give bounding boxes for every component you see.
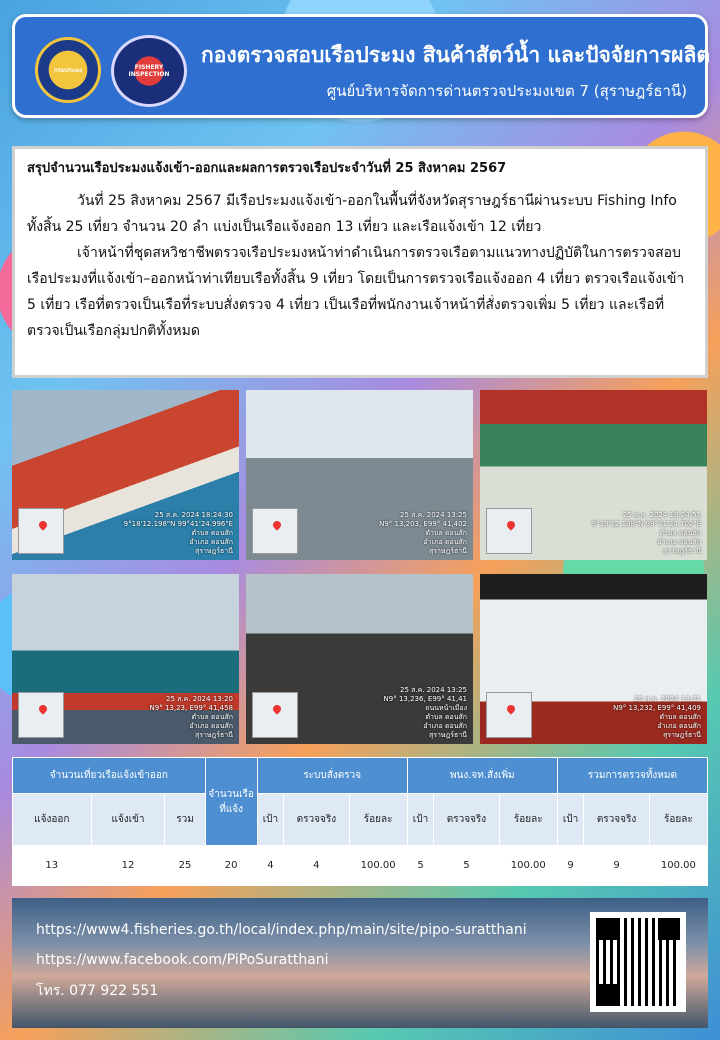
summary-paragraph-2: เจ้าหน้าที่ชุดสหวิชาชีพตรวจเรือประมงหน้าท่าดำเนินการตรวจเรือตามแนวทางปฏิบัติในการตรวจสอบเรือประมงที่แจ้งเข้า–ออกหน้าท่าเทียบเรือทั้งสิ้น 9 เที่ยว โดยเป็นการตรวจเรือแจ้งออก 4 เที่ยว ตรวจเรือแจ้งเข้า 5 เที่ยว เรือที่ตรวจเป็นเรือที่ระบบสั่งตรวจ 4 เที่ยว เป็นเรือที่พนักงานเจ้าหน้าที่สั่งตรวจเพิ่ม 5 เที่ยว และเรือที่ตรวจเป็นเรือกลุ่มปกติทั้งหมด [27, 245, 685, 339]
table-cell: 12 [91, 846, 165, 886]
sub-header: ร้อยละ [499, 794, 557, 846]
table-cell: 5 [434, 846, 499, 886]
sub-header: เป้า [557, 794, 584, 846]
sub-header: แจ้งออก [13, 794, 92, 846]
header-officer: พนง.จท.สั่งเพิ่ม [407, 758, 557, 794]
photo-stamp: 25 ส.ค. 2024 18:24:51 9°18'12.198"N 99°41'24.702"E ตำบล ดอนสัก อำเภอ ดอนสัก สุราษฎร์ธานี [591, 511, 701, 555]
stats-table-container [12, 757, 708, 885]
header-trips: จำนวนเที่ยวเรือแจ้งเข้าออก [13, 758, 206, 794]
logo2-text: FISHERY INSPECTION [128, 64, 170, 78]
facebook-link[interactable]: https://www.facebook.com/PiPoSuratthani [36, 952, 329, 968]
sub-header: ร้อยละ [349, 794, 407, 846]
stats-table [12, 757, 708, 886]
photo-stamp: 25 ส.ค. 2024 13:25 N9° 13,203, E99° 41,402 ตำบล ดอนสัก อำเภอ ดอนสัก สุราษฎร์ธานี [379, 511, 467, 555]
photo-stamp: 25 ส.ค. 2024 18:24:30 9°18'12.198"N 99°41'24.996"E ตำบล ดอนสัก อำเภอ ดอนสัก สุราษฎร์ธานี [123, 511, 233, 555]
header-banner [12, 14, 708, 118]
map-pin-icon [252, 508, 298, 554]
sub-header: ตรวจจริง [584, 794, 649, 846]
table-cell: 100.00 [349, 846, 407, 886]
phone-number: โทร. 077 922 551 [36, 983, 159, 999]
table-cell: 4 [257, 846, 284, 886]
qr-pattern [596, 918, 680, 1006]
table-row [13, 846, 708, 886]
sub-header: เป้า [407, 794, 434, 846]
sub-header: รวม [165, 794, 205, 846]
map-pin-icon [18, 692, 64, 738]
map-pin-icon [486, 508, 532, 554]
table-cell: 5 [407, 846, 434, 886]
fishery-inspection-logo [111, 35, 187, 107]
sub-header: ตรวจจริง [434, 794, 499, 846]
sub-header: ตรวจจริง [284, 794, 349, 846]
page-subtitle: ศูนย์บริหารจัดการด่านตรวจประมงเขต 7 (สุราษฎร์ธานี) [326, 82, 687, 100]
header-system: ระบบสั่งตรวจ [257, 758, 407, 794]
table-cell: 20 [205, 846, 257, 886]
page-title: กองตรวจสอบเรือประมง สินค้าสัตว์น้ำ และปัจจัยการผลิต [201, 43, 710, 67]
photo-stamp: 25 ส.ค. 2024 13:21 N9° 13,232, E99° 41,409 ตำบล ดอนสัก อำเภอ ดอนสัก สุราษฎร์ธานี [613, 695, 701, 739]
map-pin-icon [486, 692, 532, 738]
photo-fishing-nets[interactable] [246, 574, 473, 744]
photo-fish-crates[interactable] [480, 390, 707, 560]
sub-header: ร้อยละ [649, 794, 707, 846]
footer-panel [12, 898, 708, 1028]
header-total: รวมการตรวจทั้งหมด [557, 758, 707, 794]
summary-box [12, 146, 708, 378]
website-link[interactable]: https://www4.fisheries.go.th/local/index.php/main/site/pipo-suratthani [36, 922, 527, 938]
table-cell: 9 [557, 846, 584, 886]
qr-code-icon[interactable] [590, 912, 686, 1012]
photo-boat-dock[interactable] [12, 574, 239, 744]
photo-grid [12, 390, 708, 746]
logo1-text: กรมประมง [54, 67, 82, 74]
sub-header: เป้า [257, 794, 284, 846]
photo-ice-hold[interactable] [480, 574, 707, 744]
photo-boat-hull[interactable] [12, 390, 239, 560]
photo-stamp: 25 ส.ค. 2024 13:25 N9° 13,236, E99° 41,41 ถนนหน้าเมือง ตำบล ดอนสัก อำเภอ ดอนสัก สุราษฎร์ธานี [383, 686, 467, 739]
table-cell: 13 [13, 846, 92, 886]
sub-header: แจ้งเข้า [91, 794, 165, 846]
fisheries-department-logo [35, 37, 101, 103]
summary-heading: สรุปจำนวนเรือประมงแจ้งเข้า-ออกและผลการตรวจเรือประจำวันที่ 25 สิงหาคม 2567 [27, 161, 507, 176]
map-pin-icon [18, 508, 64, 554]
table-cell: 9 [584, 846, 649, 886]
header-boats: จำนวนเรือที่แจ้ง [205, 758, 257, 846]
map-pin-icon [252, 692, 298, 738]
table-cell: 100.00 [649, 846, 707, 886]
table-cell: 4 [284, 846, 349, 886]
photo-inspection-team[interactable] [246, 390, 473, 560]
table-cell: 25 [165, 846, 205, 886]
table-cell: 100.00 [499, 846, 557, 886]
summary-paragraph-1: วันที่ 25 สิงหาคม 2567 มีเรือประมงแจ้งเข้า-ออกในพื้นที่จังหวัดสุราษฎร์ธานีผ่านระบบ Fishing Info ทั้งสิ้น 25 เที่ยว จำนวน 20 ลำ แบ่งเป็นเรือแจ้งออก 13 เที่ยว และเรือแจ้งเข้า 12 เที่ยว [27, 193, 677, 235]
photo-stamp: 25 ส.ค. 2024 13:20 N9° 13,23, E99° 41,458 ตำบล ดอนสัก อำเภอ ดอนสัก สุราษฎร์ธานี [149, 695, 233, 739]
